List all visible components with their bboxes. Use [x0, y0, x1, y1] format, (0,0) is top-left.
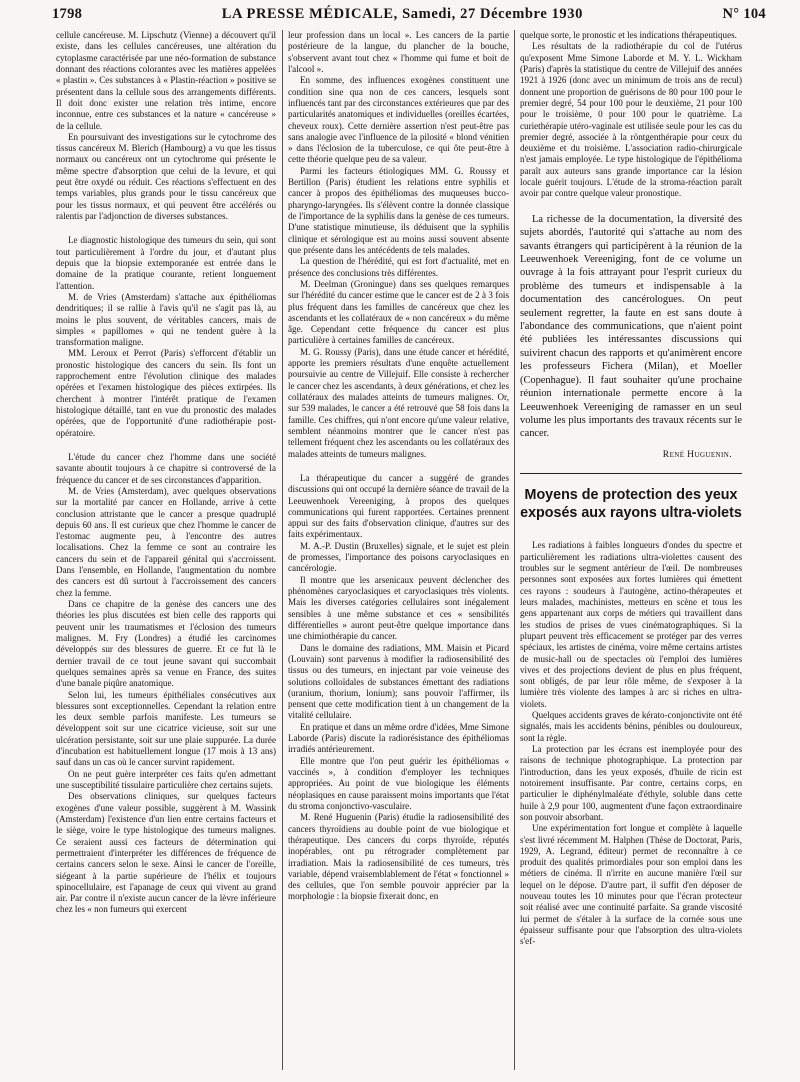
- column-separator: [282, 30, 283, 1070]
- article-divider: [520, 473, 742, 474]
- paragraph: En somme, des influences exogènes constituent une condition sine qua non de ces cancers, lesquels sont influencés tant par des circonstances extérieures que par des particularités anatomiques et individuelles (oreilles écartées, cheveux roux). Cette dernière assertion n'est peut-être pas sans analogie avec l'influence de la pilosité « blond vénitien » dans l'éclosion de la tuberculose, ce qui ôte peut-être à cette théorie quelque peu de sa valeur.: [288, 75, 509, 165]
- paragraph: Quelques accidents graves de kérato-conjonctivite ont été signalés, mais les accidents bénins, pénibles ou douloureux, sont la règle.: [520, 710, 742, 743]
- paragraph: En poursuivant des investigations sur le cytochrome des tissus cancéreux M. Blerich (Hambourg) a vu que les tissus normaux ou cancéreux ont un cytochrome qui présente le même spectre d'absorption que celui de la levure, et qui peut être oxydé ou réduit. Ces réactions s'effectuent en des temps variables, plus grands pour le tissu cancéreux que pour les tissus normaux, et qui peuvent être accélérés ou ralentis par l'adjonction de diverses substances.: [56, 131, 276, 221]
- paragraph: On ne peut guère interpréter ces faits qu'en admettant une susceptibilité tissulaire particulière chez certains sujets.: [56, 768, 276, 790]
- paragraph: Les radiations à faibles longueurs d'ondes du spectre et particulièrement les radiations ultra-violettes causent des troubles sur le segment antérieur de l'œil. De nombreuses personnes sont exposées aux fortes lumières qui émettent ces rayons : soudeurs à l'autogène, actino-thérapeutes et leurs malades, machinistes, metteurs en scène et tous les gens appartenant aux corps de métiers qui travaillent dans les studios de prises de vues cinématographiques. Si la plupart peuvent très efficacement se protéger par des verres spéciaux, les artistes de cinéma, voire même certains artistes de music-hall ou de spectacles où l'emploi des lumières vives et des projections devient de plus en plus fréquent, sont obligés, de par leur rôle même, de s'exposer à la lumière très violente des lampes à arc si riches en ultra-violets.: [520, 540, 742, 709]
- paragraph: Dans le domaine des radiations, MM. Maisin et Picard (Louvain) sont parvenus à modifier la radiosensibilité des tissus ou des tumeurs, en injectant par voie veineuse des solutions colloïdales de substances émettant des radiations (uranium, thorium, lonium); sans pouvoir l'affirmer, ils pensent que cette modification tient à un changement de la vitalité cellulaire.: [288, 642, 509, 721]
- paragraph: Les résultats de la radiothérapie du col de l'utérus qu'exposent Mme Simone Laborde et M. Y. L. Wickham (Paris) d'après la statistique du centre de Villejuif des années 1921 à 1926 (donc avec un minimum de trois ans de recul) donnent une proportion de guérisons de 80 pour 100 pour le premier degré, 54 pour 100 pour le deuxième, 21 pour 100 pour le troisième, 0 pour 100 pour le quatrième. La curiethérapie utéro-vaginale est utilisée seule pour les cas du premier degré, associée à la röntgenthérapie pour ceux du deuxième et du troisième. L'association radio-chirurgicale n'est jamais employée. Le type histologique de l'épithélioma paraît aux auteurs sans grande importance car la lésion locale guérit toujours. L'étude de la stroma-réaction paraît avoir par contre quelque valeur pronostique.: [520, 41, 742, 199]
- paragraph: La protection par les écrans est inemployée pour des raisons de technique photographique. La protection par l'introduction, dans les yeux exposés, d'huile de ricin est notoirement insuffisante. Par contre, certains corps, en particulier le diphénylmaléate d'éthyle, soluble dans cette huile à 2,9 pour 100, augmentent d'une façon extraordinaire son pouvoir absorbant.: [520, 744, 742, 822]
- paragraph: Une expérimentation fort longue et complète à laquelle s'est livré récemment M. Halphen (Thèse de Doctorat, Paris, 1929, A. Legrand, éditeur) permet de reconnaître à ce produit des qualités primordiales pour son emploi dans les métiers de cinéma. Il n'irrite en aucune manière l'œil sur lequel on le dépose. D'autre part, il suffit d'en déposer de nouveau toutes les 10 minutes pour que l'écran protecteur soit réalisé avec une continuité parfaite. Sa grande viscosité lui permet de s'étaler à la surface de la cornée sous une épaisseur suffisante pour que l'absorption des ultra-violets s'ef-: [520, 823, 742, 947]
- column-separator: [514, 30, 515, 1070]
- paragraph: Dans ce chapitre de la genèse des cancers une des théories les plus discutées est bien celle des rapports qui peuvent unir les traumatismes et l'éclosion des tumeurs malignes. M. Fry (Londres) a étudié les carcinomes développés sur des blessures de guerre. Et ce fut là le dernier travail de ce tout jeune savant qui succombait quelques semaines après sa venue en France, des suites d'une banale piqûre anatomique.: [56, 599, 276, 689]
- page-number: 1798: [52, 6, 83, 22]
- paragraph: M. de Vries (Amsterdam) s'attache aux épithéliomas dendritiques; il se rallie à l'avis qu'il ne s'agit pas là, au moins le plus souvent, de véritables cancers, mais de simples « papillomes » qui ne tendent guère à la transformation maligne.: [56, 291, 276, 348]
- paragraph: M. Deelman (Groningue) dans ses quelques remarques sur l'hérédité du cancer estime que le cancer est de 2 à 3 fois plus fréquent dans les familles de cancéreux que chez les ascendants et les collatéraux de « non cancéreux » du même âge. Cependant cette fréquence du cancer est plus particulière à certaines familles de cancéreux.: [288, 278, 509, 346]
- paragraph: L'étude du cancer chez l'homme dans une société savante aboutit toujours à ce chapitre si controversé de la fréquence du cancer et de ses circonstances d'apparition.: [56, 451, 276, 485]
- paragraph: cellule cancéreuse. M. Lipschutz (Vienne) a découvert qu'il existe, dans les cellules cancéreuses, une altération du cytoplasme caractérisée par une néo-formation de substance donnant des réactions colorantes avec les matières appelées « plastin ». Ces substances à « Plastin-réaction » positive se présentent dans la cellule sous des arrangements différents. Il doit donc exister une relation très intime, encore inconnue, entre ces substances et la nature « cancéreuse » de la cellule.: [56, 30, 276, 131]
- paragraph: Des observations cliniques, sur quelques facteurs exogènes d'une valeur possible, suggèrent à M. Wassink (Amsterdam) l'existence d'un lien entre certains facteurs et le siège, voire le type histologique des tumeurs malignes. Ce seraient aussi ces facteurs de détermination qui permettraient d'interpréter les différences de fréquence de certains cancers selon le sexe. Ainsi le cancer de l'oreille, siégeant à la partie supérieure de l'hélix et toujours spinocellulaire, est l'apanage de ceux qui vivent au grand air. Par contre il n'existe aucun cancer de la lèvre inférieure chez les « non fumeurs qui exercent: [56, 791, 276, 915]
- paragraph: Il montre que les arsenicaux peuvent déclencher des phénomènes caryoclasiques et caryoclasiques très violents. Mais les diverses catégories cellulaires sont inégalement sensibles à une même substance et ces « sensibilités différentielles » auront peut-être quelque importance dans une chimiothérapie du cancer.: [288, 574, 509, 642]
- paragraph: Parmi les facteurs étiologiques MM. G. Roussy et Bertillon (Paris) étudient les relations entre syphilis et cancer à propos des épithéliomas des muqueuses bucco-pharyngo-laryngées. Ils s'élèvent contre la donnée classique de l'importance de la syphilis dans la genèse de ces tumeurs. D'une statistique minutieuse, ils déduisent que la syphilis clinique et sérologique est au moins aussi souvent absente que présente dans les antécédents de tels malades.: [288, 165, 509, 255]
- paragraph: M. A.-P. Dustin (Bruxelles) signale, et le sujet est plein de promesses, l'importance des poisons caryoclasiques en cancérologie.: [288, 540, 509, 574]
- page-header: [52, 6, 766, 26]
- paragraph: leur profession dans un local ». Les cancers de la partie postérieure de la langue, du plancher de la bouche, s'observent avant tout chez « l'homme qui fume et boit de l'alcool ».: [288, 30, 509, 74]
- paragraph: La question de l'hérédité, qui est fort d'actualité, met en présence des conclusions très différentes.: [288, 256, 509, 278]
- paragraph: M. René Huguenin (Paris) étudie la radiosensibilité des cancers thyroïdiens au double point de vue biologique et thérapeutique. Des cancers du corps thyroïde, réputés inopérables, ont pu rétrograder complètement par irradiation. Mais la radiosensibilité de ces tumeurs, très variable, dépend vraisemblablement de l'état « fonctionnel » des cellules, que l'on semble pouvoir apprécier par la morphologie : la biopsie fixerait donc, en: [288, 812, 509, 902]
- author-signature: René Huguenin.: [662, 448, 732, 460]
- paragraph: quelque sorte, le pronostic et les indications thérapeutiques.: [520, 30, 737, 40]
- column-3: [520, 30, 742, 948]
- paragraph: Selon lui, les tumeurs épithéliales consécutives aux blessures sont exceptionnelles. Cependant la relation entre les deux semble parfois manifeste. Les tumeurs se développent soit sur une cicatrice vicieuse, soit sur une ulcération persistante, soit sur une plaie suppurée. La durée d'incubation est habituellement longue (17 mois à 13 ans) sauf dans un cas où le cancer survint rapidement.: [56, 689, 276, 768]
- issue-number: N° 104: [722, 6, 766, 22]
- column-1: [56, 30, 276, 916]
- article-title: Moyens de protection des yeux exposés aux rayons ultra-violets: [520, 486, 742, 522]
- column-2: [288, 30, 509, 903]
- paragraph: En pratique et dans un même ordre d'idées, Mme Simone Laborde (Paris) discute la radiorésistance des épithéliomas irradiés antérieurement.: [288, 721, 509, 755]
- paragraph: Elle montre que l'on peut guérir les épithéliomas « vaccinés », à condition d'employer les techniques appropriées. Au point de vue biologique les éléments néoplasiques en cause paraissent moins importants que l'état du stroma conjonctivo-vasculaire.: [288, 755, 509, 811]
- paragraph: La richesse de la documentation, la diversité des sujets abordés, l'autorité qui s'attache au nom des savants étrangers qui participèrent à la réunion de la Leeuwenhoek Vereeniging, font de ce volume un ouvrage à la fois attrayant pour l'esprit curieux du problème des tumeurs et indispensable à la documentation des cancérologues. On peut seulement regretter, la faute en est sans doute à l'abondance des communications, que n'aient point été publiées les intéressantes discussions qui suivirent chacun des rapports et qu'animèrent encore les professeurs Fichera (Milan), et Moeller (Copenhague). Il faut souhaiter qu'une prochaine réunion internationale permette encore à la Leeuwenhoek Vereeniging de ramasser en un seul volume les plus importants des travaux récents sur le cancer.: [520, 213, 742, 440]
- paragraph: Le diagnostic histologique des tumeurs du sein, qui sont tout particulièrement à l'ordre du jour, et d'autant plus depuis que la biopsie extemporanée est entrée dans le domaine de la pratique courante, retient longuement l'attention.: [56, 235, 276, 291]
- paragraph: La thérapeutique du cancer a suggéré de grandes discussions qui ont occupé la dernière séance de travail de la Leeuwenhoek Vereeniging, à propos des quelques communications qui furent rapportées. Certaines prennent appui sur des faits d'observation clinique, d'autres sur des faits expérimentaux.: [288, 472, 509, 540]
- paragraph: M. de Vries (Amsterdam), avec quelques observations sur la mortalité par cancer en Hollande, arrive à cette conclusion attristante que le cancer a presque quadruplé depuis 60 ans. Il est curieux que chez l'homme le cancer de l'estomac augmente peu, à l'encontre des autres localisations. Chez la femme ce sont au contraire les cancers du sein et de l'appareil génital qui s'accroissent. Dans l'ensemble, en Hollande, l'augmentation du nombre des cancers est dû surtout à l'accroissement des cancers chez la femme.: [56, 485, 276, 598]
- masthead: LA PRESSE MÉDICALE, Samedi, 27 Décembre 1930: [221, 6, 583, 22]
- paragraph: M. G. Roussy (Paris), dans une étude cancer et hérédité, apporte les premiers résultats d'une enquête actuellement poursuivie au centre de Villejuif. Elle consiste à rechercher le cancer chez les ascendants, à deux générations, et chez les collatéraux des malades atteints de tumeurs malignes. Or, sur 539 malades, le cancer a été retrouvé que 58 fois dans la famille. Ces chiffres, qui n'ont encore qu'une valeur relative, semblent néanmoins montrer que le cancer n'est pas tellement fréquent chez les ascendants ou les collatéraux des malades atteints de tumeurs malignes.: [288, 346, 509, 459]
- paragraph: MM. Leroux et Perrot (Paris) s'efforcent d'établir un pronostic histologique des cancers du sein. Ils font un rapprochement entre l'évolution clinique des malades opérées et l'examen histologique des pièces extirpées. Ils cherchent à montrer l'intérêt pratique de l'examen histologique détaillé, tant en vue du pronostic des malades opérées, que de l'opportunité d'une radiothérapie post-opératoire.: [56, 348, 276, 438]
